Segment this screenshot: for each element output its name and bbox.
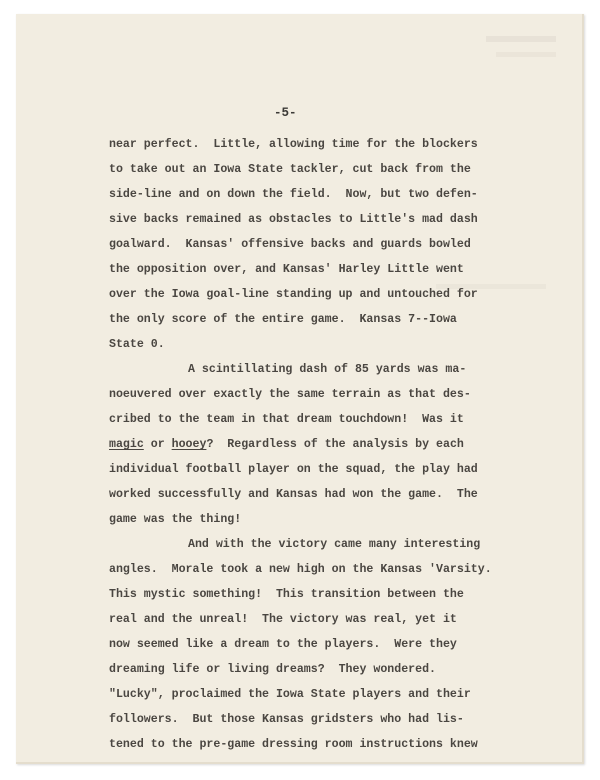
line-text: or — [143, 438, 172, 451]
line-text: the only score of the entire game. Kansas 7--Iowa — [109, 313, 457, 326]
line-text: angles. Morale took a new high on the Kansas 'Varsity. — [109, 563, 492, 576]
text-line — [109, 282, 579, 307]
text-line — [109, 157, 579, 182]
line-text: the opposition over, and Kansas' Harley Little went — [109, 263, 464, 276]
bleed-through-mark — [496, 52, 556, 57]
text-line — [109, 732, 579, 757]
typewritten-page — [16, 14, 584, 764]
typed-body-text — [109, 132, 579, 757]
line-text: game was the thing! — [109, 513, 242, 526]
text-line — [109, 307, 579, 332]
line-text: real and the unreal! The victory was real, yet it — [109, 613, 457, 626]
text-line — [109, 182, 579, 207]
line-text: goalward. Kansas' offensive backs and guards bowled — [109, 238, 471, 251]
underlined-word: hooey — [171, 438, 207, 451]
line-text: dreaming life or living dreams? They wondered. — [109, 663, 436, 676]
line-text: ? Regardless of the analysis by each — [206, 438, 464, 451]
line-text: near perfect. Little, allowing time for the blockers — [109, 138, 478, 151]
text-line — [109, 382, 579, 407]
line-text: This mystic something! This transition between the — [109, 588, 464, 601]
text-line — [109, 407, 579, 432]
text-line — [109, 507, 579, 532]
line-text: now seemed like a dream to the players. Were they — [109, 638, 457, 651]
bleed-through-mark — [486, 36, 556, 42]
text-line — [109, 532, 579, 557]
text-line — [109, 682, 579, 707]
underlined-word: magic — [109, 438, 144, 451]
text-line — [109, 332, 579, 357]
line-text: sive backs remained as obstacles to Little's mad dash — [109, 213, 478, 226]
line-text: And with the victory came many interesting — [188, 538, 481, 551]
text-line — [109, 557, 579, 582]
text-line — [109, 257, 579, 282]
line-text: State 0. — [109, 338, 165, 351]
text-line — [109, 457, 579, 482]
text-line — [109, 357, 579, 382]
line-text: tened to the pre-game dressing room instructions knew — [109, 738, 478, 751]
text-line — [109, 607, 579, 632]
line-text: individual football player on the squad, the play had — [109, 463, 478, 476]
text-line — [109, 482, 579, 507]
text-line — [109, 657, 579, 682]
text-line — [109, 432, 579, 457]
line-text: A scintillating dash of 85 yards was ma- — [188, 363, 467, 376]
text-line — [109, 232, 579, 257]
line-text: to take out an Iowa State tackler, cut back from the — [109, 163, 471, 176]
line-text: side-line and on down the field. Now, but two defen- — [109, 188, 478, 201]
page-number: -5- — [274, 106, 297, 120]
text-line — [109, 707, 579, 732]
text-line — [109, 207, 579, 232]
line-text: cribed to the team in that dream touchdown! Was it — [109, 413, 464, 426]
line-text: "Lucky", proclaimed the Iowa State players and their — [109, 688, 471, 701]
text-line — [109, 132, 579, 157]
line-text: worked successfully and Kansas had won the game. The — [109, 488, 478, 501]
line-text: noeuvered over exactly the same terrain as that des- — [109, 388, 471, 401]
text-line — [109, 632, 579, 657]
line-text: followers. But those Kansas gridsters who had lis- — [109, 713, 464, 726]
line-text: over the Iowa goal-line standing up and untouched for — [109, 288, 478, 301]
text-line — [109, 582, 579, 607]
